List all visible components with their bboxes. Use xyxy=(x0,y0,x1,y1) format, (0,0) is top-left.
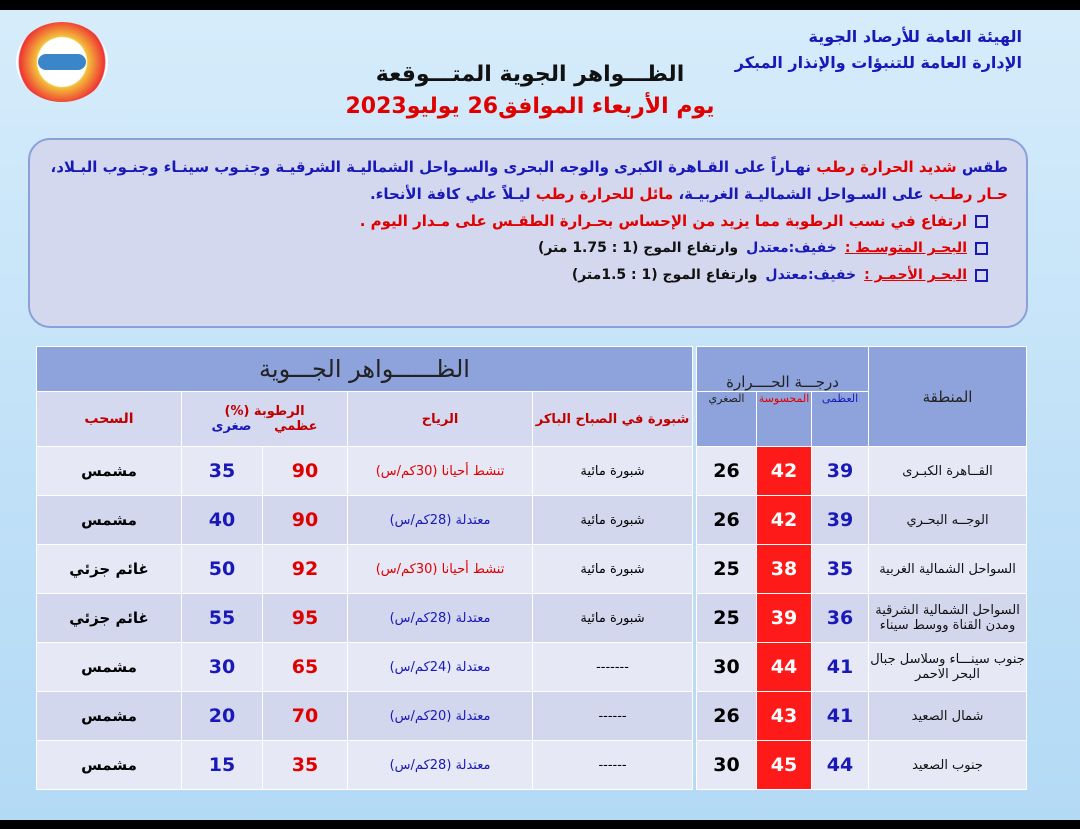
clouds-cell: مشمس xyxy=(37,741,182,790)
max-temp: 36 xyxy=(812,594,869,643)
clouds-cell: مشمس xyxy=(37,496,182,545)
feels-like-temp: 43 xyxy=(757,692,812,741)
min-temp: 30 xyxy=(697,741,757,790)
table-row xyxy=(37,692,1027,741)
max-temp: 35 xyxy=(812,545,869,594)
header-feels: المحسوسة xyxy=(757,392,812,447)
min-temp: 26 xyxy=(697,692,757,741)
min-temp: 25 xyxy=(697,594,757,643)
feels-like-temp: 45 xyxy=(757,741,812,790)
wind-cell: تنشط أحيانا (30كم/س) xyxy=(348,545,533,594)
humidity-max: 95 xyxy=(263,594,348,643)
max-temp: 41 xyxy=(812,692,869,741)
min-temp: 25 xyxy=(697,545,757,594)
max-temp: 39 xyxy=(812,447,869,496)
header-humidity: الرطوبة (%) عظمي صغرى xyxy=(182,392,348,447)
forecast-date: يوم الأربعاء الموافق26 يوليو2023 xyxy=(345,94,715,119)
humidity-min: 30 xyxy=(182,643,263,692)
org-department: الإدارة العامة للتنبؤات والإنذار المبكر xyxy=(734,53,1022,72)
region-cell: الوجــه البحـري xyxy=(869,496,1027,545)
organization xyxy=(735,24,1022,76)
humidity-max: 92 xyxy=(263,545,348,594)
feels-like-temp: 42 xyxy=(757,496,812,545)
table-row xyxy=(37,545,1027,594)
summary-paragraph: طقس شديد الحرارة رطب نهـاراً على القـاهرة الكبرى والوجه البحرى والسـواحل الشماليـة الشرقيـة وجنـوب سينـاء وجنـوب البـلاد، حـار رطـب على السـواحل الشماليـة الغربيـة، مائل للحرارة رطب ليـلاً علي كافة الأنحاء. xyxy=(50,158,1008,203)
humidity-max: 65 xyxy=(263,643,348,692)
region-cell: السواحل الشمالية الغربية xyxy=(869,545,1027,594)
wind-cell: معتدلة (28كم/س) xyxy=(348,594,533,643)
region-cell: السواحل الشمالية الشرقية ومدن القناة ووسط سيناء xyxy=(869,594,1027,643)
humidity-min: 35 xyxy=(182,447,263,496)
max-temp: 44 xyxy=(812,741,869,790)
fog-cell: شبورة مائية xyxy=(533,496,693,545)
header-clouds: السحب xyxy=(37,392,182,447)
feels-like-temp: 42 xyxy=(757,447,812,496)
header-phenomena: الظــــــواهر الجـــوية xyxy=(37,347,693,392)
humidity-min: 40 xyxy=(182,496,263,545)
weather-bulletin xyxy=(0,10,1080,820)
wind-cell: معتدلة (20كم/س) xyxy=(348,692,533,741)
fog-cell: ------ xyxy=(533,692,693,741)
region-cell: جنوب الصعيد xyxy=(869,741,1027,790)
clouds-cell: غائم جزئي xyxy=(37,545,182,594)
fog-cell: ------- xyxy=(533,643,693,692)
humidity-note: ارتفاع في نسب الرطوبة مما يزيد من الإحساس بحـرارة الطقـس على مـدار اليوم . xyxy=(48,208,1008,235)
checkbox-bullet-icon xyxy=(975,215,988,228)
table-row xyxy=(37,496,1027,545)
table-row xyxy=(37,741,1027,790)
max-temp: 39 xyxy=(812,496,869,545)
header-min: الصغري xyxy=(697,392,757,447)
header-temperature: درجـــة الحــــرارة xyxy=(697,347,869,392)
max-temp: 41 xyxy=(812,643,869,692)
wind-cell: تنشط أحيانا (30كم/س) xyxy=(348,447,533,496)
humidity-max: 70 xyxy=(263,692,348,741)
feels-like-temp: 38 xyxy=(757,545,812,594)
header-fog: شبورة في الصباح الباكر xyxy=(533,392,693,447)
clouds-cell: مشمس xyxy=(37,447,182,496)
feels-like-temp: 39 xyxy=(757,594,812,643)
ema-logo xyxy=(16,22,108,102)
feels-like-temp: 44 xyxy=(757,643,812,692)
humidity-min: 55 xyxy=(182,594,263,643)
table-row xyxy=(37,643,1027,692)
region-cell: شمال الصعيد xyxy=(869,692,1027,741)
checkbox-bullet-icon xyxy=(975,269,988,282)
humidity-max: 35 xyxy=(263,741,348,790)
fog-cell: شبورة مائية xyxy=(533,594,693,643)
fog-cell: شبورة مائية xyxy=(533,447,693,496)
min-temp: 26 xyxy=(697,447,757,496)
region-cell: القــاهرة الكبـرى xyxy=(869,447,1027,496)
table-row xyxy=(37,447,1027,496)
wind-cell: معتدلة (28كم/س) xyxy=(348,496,533,545)
org-name: الهيئة العامة للأرصاد الجوية xyxy=(808,27,1022,46)
mediterranean-sea-note: البحـر المتوسـط : خفيف:معتدل وارتفاع الموج (1 : 1.75 متر) xyxy=(48,235,1008,262)
wind-cell: معتدلة (28كم/س) xyxy=(348,741,533,790)
clouds-cell: مشمس xyxy=(37,692,182,741)
humidity-min: 50 xyxy=(182,545,263,594)
summary-box xyxy=(28,138,1028,328)
checkbox-bullet-icon xyxy=(975,242,988,255)
clouds-cell: غائم جزئي xyxy=(37,594,182,643)
forecast-table xyxy=(36,346,1027,790)
humidity-max: 90 xyxy=(263,496,348,545)
humidity-min: 15 xyxy=(182,741,263,790)
red-sea-note: البحـر الأحمـر : خفيف:معتدل وارتفاع الموج (1 : 1.5متر) xyxy=(48,262,1008,289)
humidity-min: 20 xyxy=(182,692,263,741)
clouds-cell: مشمس xyxy=(37,643,182,692)
humidity-max: 90 xyxy=(263,447,348,496)
page-title: الظـــواهر الجوية المتـــوقعة xyxy=(375,62,685,87)
min-temp: 26 xyxy=(697,496,757,545)
fog-cell: ------ xyxy=(533,741,693,790)
header-region: المنطقة xyxy=(869,347,1027,447)
wind-cell: معتدلة (24كم/س) xyxy=(348,643,533,692)
min-temp: 30 xyxy=(697,643,757,692)
header-wind: الرياح xyxy=(348,392,533,447)
header-max: العظمى xyxy=(812,392,869,447)
table-row xyxy=(37,594,1027,643)
region-cell: جنوب سينـــاء وسلاسل جبال البحر الاحمر xyxy=(869,643,1027,692)
fog-cell: شبورة مائية xyxy=(533,545,693,594)
